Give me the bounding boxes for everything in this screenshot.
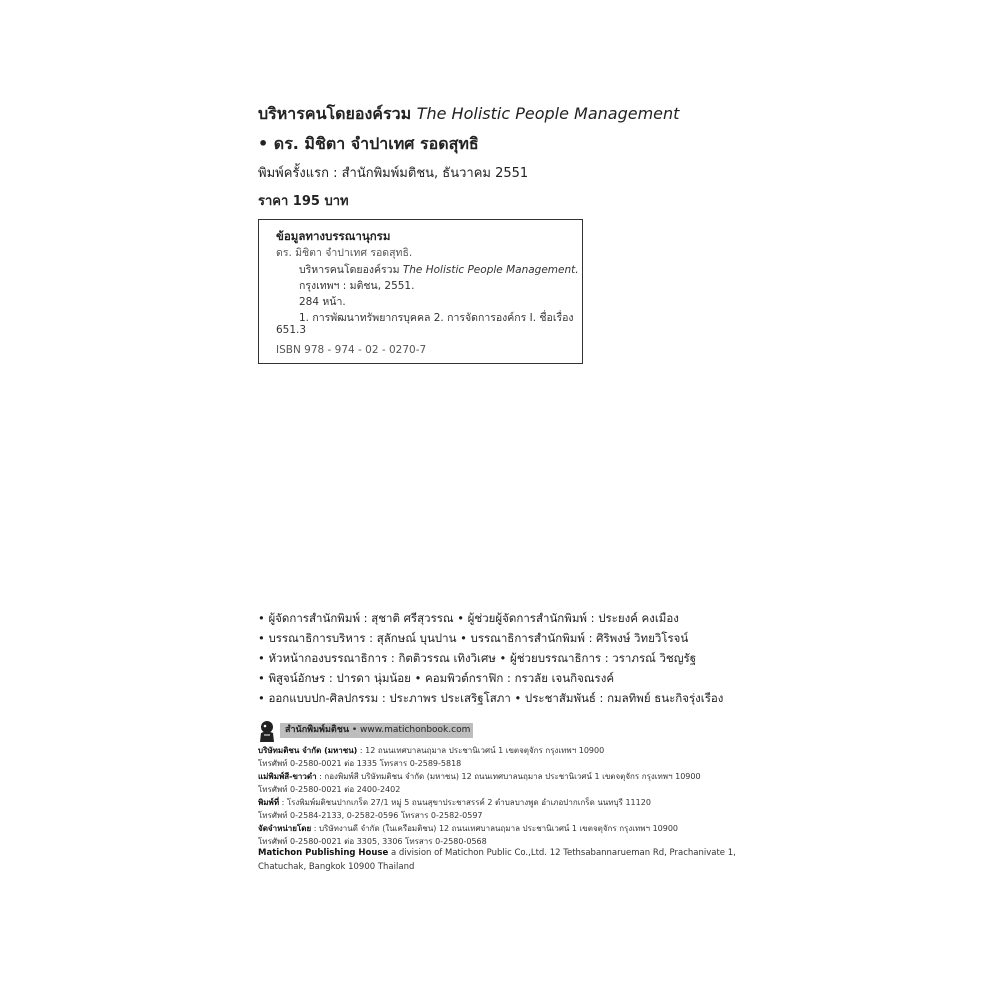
cataloging-heading: ข้อมูลทางบรรณานุกรม: [276, 229, 391, 243]
imprint-company-address: : 12 ถนนเทศบาลนฤมาล ประชานิเวศน์ 1 เขตจตุจักร กรุงเทพฯ 10900: [357, 746, 605, 755]
imprint-english: [258, 848, 736, 858]
imprint-distributor: [258, 822, 678, 835]
publisher-logo-row: [258, 720, 473, 742]
cataloging-title-thai: บริหารคนโดยองค์รวม: [299, 264, 400, 276]
imprint-plates-phone: โทรศัพท์ 0-2580-0021 ต่อ 2400-2402: [258, 785, 401, 794]
cataloging-box: [258, 219, 583, 364]
staff-line: • หัวหน้ากองบรรณาธิการ : กิตติวรรณ เทิงวิเศษ • ผู้ช่วยบรรณาธิการ : วราภรณ์ วิชญรัฐ: [258, 651, 697, 665]
price-line: ราคา 195 บาท: [258, 194, 349, 209]
book-title-english: The Holistic People Management: [416, 104, 680, 123]
cataloging-isbn: ISBN 978 - 974 - 02 - 0270-7: [276, 344, 427, 356]
imprint-printer-text: : โรงพิมพ์มติชนปากเกร็ด 27/1 หมู่ 5 ถนนสุขาประชาสรรค์ 2 ตำบลบางพูด อำเภอปากเกร็ด นนทบุรี 11120: [279, 798, 651, 807]
cataloging-title-english: The Holistic People Management.: [402, 264, 579, 276]
imprint-distributor-label: จัดจำหน่ายโดย: [258, 824, 312, 833]
staff-line: • ออกแบบปก-ศิลปกรรม : ประภาพร ประเสริฐโสภา • ประชาสัมพันธ์ : กมลทิพย์ ธนะกิจรุ่งเรือง: [258, 691, 724, 705]
imprint-english-label: Matichon Publishing House: [258, 848, 389, 858]
staff-line: • ผู้จัดการสำนักพิมพ์ : สุชาติ ศรีสุวรรณ • ผู้ช่วยผู้จัดการสำนักพิมพ์ : ประยงค์ คงเมือง: [258, 611, 679, 625]
cataloging-classification: 651.3: [276, 324, 307, 336]
publisher-logo-icon: [258, 720, 276, 742]
imprint-printer-phone: โทรศัพท์ 0-2584-2133, 0-2582-0596 โทรสาร 0-2582-0597: [258, 811, 483, 820]
cataloging-subjects: 1. การพัฒนาทรัพยากรบุคคล 2. การจัดการองค์กร I. ชื่อเรื่อง: [299, 312, 574, 324]
cataloging-pages: 284 หน้า.: [299, 296, 346, 308]
imprint-company-label: บริษัทมติชน จำกัด (มหาชน): [258, 746, 358, 755]
book-title-thai: บริหารคนโดยองค์รวม: [258, 104, 412, 123]
publisher-logo-brand: สำนักพิมพ์มติชน: [285, 725, 349, 735]
staff-line: • บรรณาธิการบริหาร : สุลักษณ์ บุนปาน • บรรณาธิการสำนักพิมพ์ : ศิริพงษ์ วิทยวิโรจน์: [258, 631, 689, 645]
imprint-english-line2: Chatuchak, Bangkok 10900 Thailand: [258, 862, 415, 872]
publisher-logo-url: • www.matichonbook.com: [351, 725, 471, 735]
imprint-printer-label: พิมพ์ที่: [258, 798, 280, 807]
imprint-company: [258, 744, 604, 757]
imprint-english-line1: a division of Matichon Public Co.,Ltd. 12 Tethsabannarueman Rd, Prachanivate 1,: [388, 848, 736, 858]
imprint-plates-text: : กองพิมพ์สี บริษัทมติชน จำกัด (มหาชน) 12 ถนนเทศบาลนฤมาล ประชานิเวศน์ 1 เขตจตุจักร กรุงเทพฯ 10900: [316, 772, 701, 781]
imprint-plates: [258, 770, 701, 783]
imprint-printer: [258, 796, 651, 809]
publisher-logo-bar: [280, 723, 473, 738]
imprint-plates-label: แม่พิมพ์สี-ขาวดำ: [258, 772, 317, 781]
edition-line: พิมพ์ครั้งแรก : สำนักพิมพ์มติชน, ธันวาคม 2551: [258, 166, 529, 181]
author-line: • ดร. มิชิตา จำปาเทศ รอดสุทธิ: [258, 134, 479, 153]
imprint-distributor-text: : บริษัทงานดี จำกัด (ในเครือมติชน) 12 ถนนเทศบาลนฤมาล ประชานิเวศน์ 1 เขตจตุจักร กรุงเทพฯ 10900: [311, 824, 679, 833]
staff-line: • พิสูจน์อักษร : ปารดา นุ่มน้อย • คอมพิวต์กราฟิก : กรวลัย เจนกิจณรงค์: [258, 671, 615, 685]
cataloging-publisher: กรุงเทพฯ : มติชน, 2551.: [299, 280, 415, 292]
imprint-distributor-phone: โทรศัพท์ 0-2580-0021 ต่อ 3305, 3306 โทรสาร 0-2580-0568: [258, 837, 487, 846]
imprint-company-phone: โทรศัพท์ 0-2580-0021 ต่อ 1335 โทรสาร 0-2589-5818: [258, 759, 462, 768]
cataloging-title: [299, 261, 579, 278]
cataloging-author: ดร. มิชิตา จำปาเทศ รอดสุทธิ.: [276, 247, 413, 259]
book-title: [258, 102, 679, 127]
